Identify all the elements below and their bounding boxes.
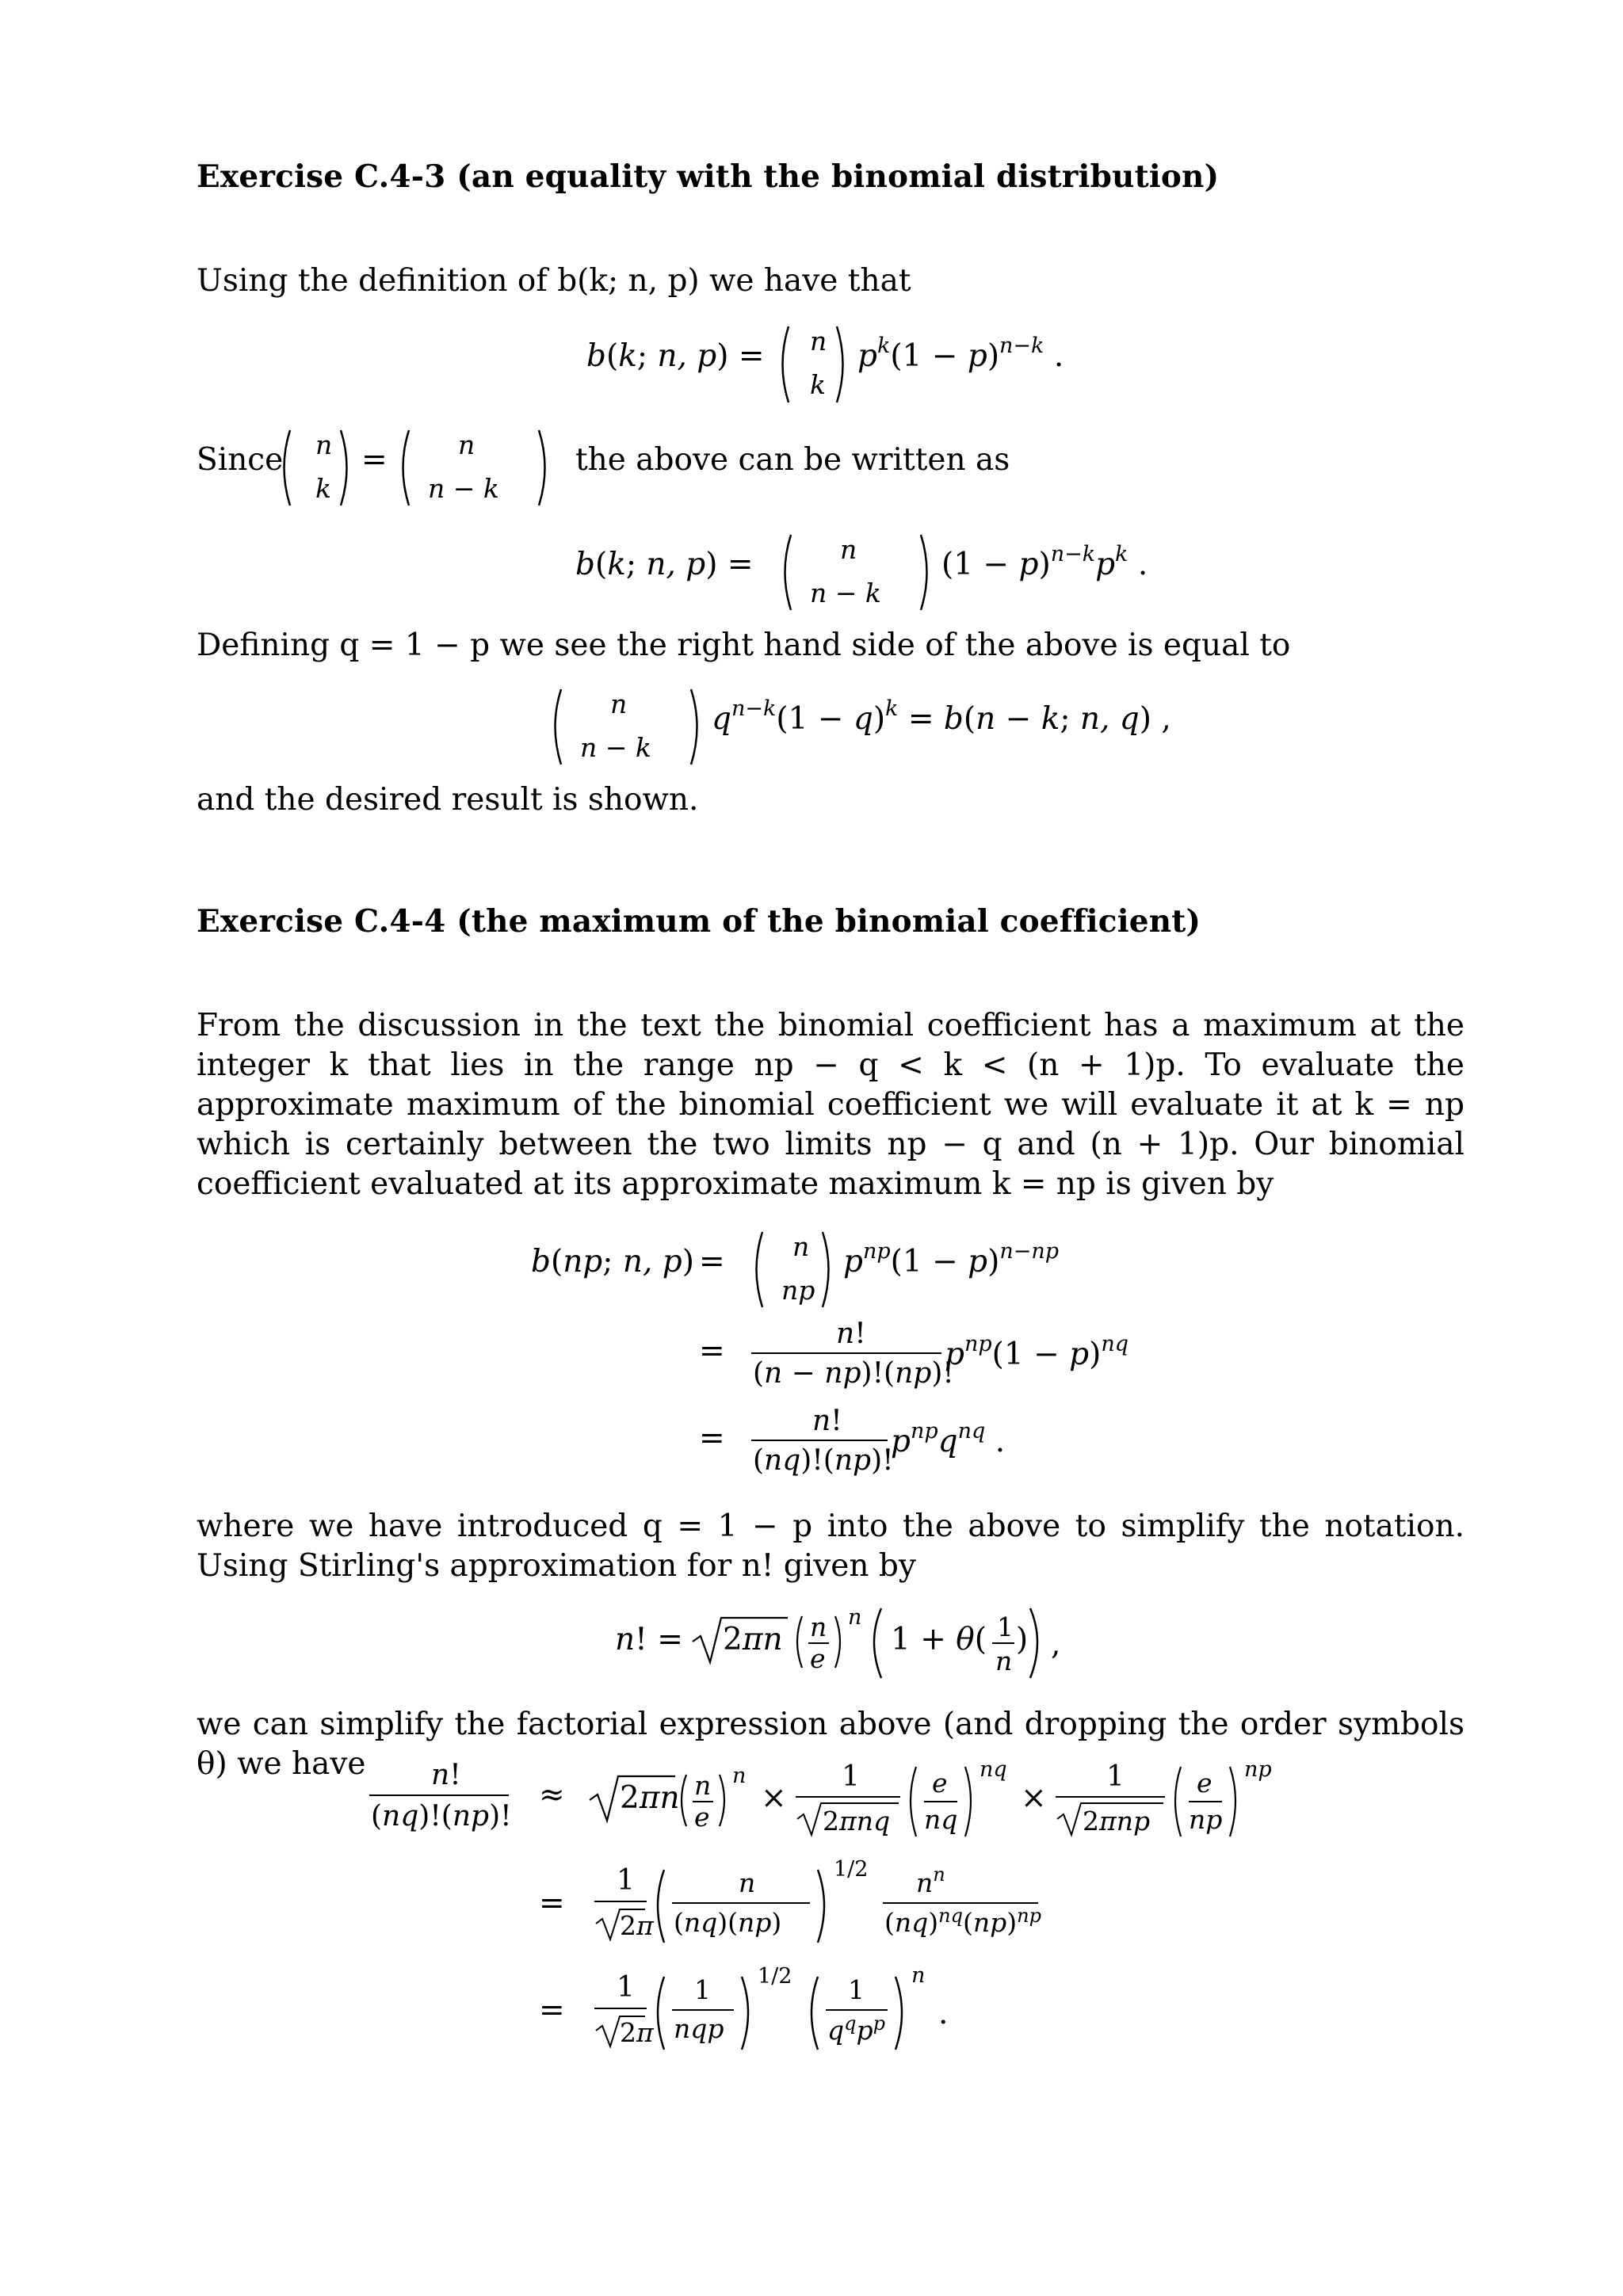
svg-text:np: np <box>1244 1757 1272 1782</box>
conclusion-text: and the desired result is shown. <box>197 782 699 818</box>
equation-rewritten <box>575 523 1146 626</box>
svg-text:.: . <box>938 1996 949 2031</box>
svg-text:pnpqnq .: $p^{np}q^{nq}$ . <box>891 1419 1006 1459</box>
svg-text:1: 1 <box>617 1864 635 1897</box>
svg-text:2πnq: 2πnq <box>823 1806 891 1836</box>
svg-text:,: , <box>1051 1627 1061 1662</box>
svg-text:e: e <box>810 1643 826 1674</box>
svg-text:n! =: n! = <box>615 1622 683 1657</box>
svg-text:pnp(1 − p)n−np: $p^{np}(1 - p)^n-np$ <box>843 1239 1060 1280</box>
section-heading-c43: Exercise C.4-3 (an equality with the binomial distribution) <box>197 158 1220 195</box>
svg-text:b(np; n, p): b(np; n, p) <box>531 1244 694 1280</box>
svg-text:n: n <box>732 1764 747 1788</box>
svg-text:1: 1 <box>842 1760 860 1793</box>
svg-text:n: n <box>610 688 628 719</box>
defining-q-text: Defining q = 1 − p we see the right hand side of the above is equal to <box>197 627 1291 663</box>
since-word: Since <box>197 442 284 478</box>
svg-text:e: e <box>1197 1768 1212 1798</box>
svg-text:b(k; n, p) =: b(k; n, p) = <box>586 338 765 374</box>
svg-text:1: 1 <box>617 1971 635 2004</box>
paragraph-maximum-range: From the discussion in the text the binomial coefficient has a maximum at the integer k that lies in the range np − q < k < (n + 1)p. To evaluate the approximate maximum of the binomial coefficient we will evaluate it at k = np which is certainly between the two limits np − q and (n + 1)p. Our binomial coefficient evaluated at its approximate maximum k = np is given by <box>197 1008 1465 1202</box>
intro-text: Using the definition of b(k; n, p) we have that <box>197 263 911 299</box>
svg-text:pnp(1 − p)nq: $p^{np}(1 - p)^{nq}$ <box>945 1332 1129 1372</box>
since-tail: the above can be written as <box>575 442 1010 478</box>
svg-text:1: 1 <box>848 1974 865 2005</box>
svg-text:n: n <box>848 1605 862 1630</box>
svg-text:2πn: 2πn <box>620 1780 680 1816</box>
svg-text:(n − np)!(np)!: (n − np)!(np)! <box>753 1357 954 1390</box>
svg-text:nq: nq <box>924 1804 958 1835</box>
svg-text:k: k <box>315 473 331 504</box>
equation-result <box>547 677 1171 780</box>
equation-stirling <box>615 1592 1059 1699</box>
svg-text:≈: ≈ <box>539 1777 565 1813</box>
svg-text:1/2: 1/2 <box>834 1857 869 1882</box>
svg-text:=: = <box>699 1421 725 1456</box>
svg-text:nqp: nqp <box>674 2013 724 2044</box>
svg-text:(1 − p)n−kpk .: $(1 - p)^n-kp^k$ . <box>941 542 1148 582</box>
svg-text:n: n <box>458 429 475 460</box>
svg-text:=: = <box>539 1993 565 2028</box>
svg-text:n!: n! <box>431 1759 461 1791</box>
svg-text:n: n <box>911 1963 926 1988</box>
svg-text:n: n <box>694 1770 712 1801</box>
svg-text:×: × <box>1021 1780 1047 1816</box>
svg-text:1/2: 1/2 <box>758 1964 792 1989</box>
svg-text:=: = <box>361 442 388 478</box>
svg-text:n: n <box>792 1231 810 1262</box>
svg-text:np: np <box>781 1275 815 1306</box>
svg-text:pk(1 − p)n−k .: $p^k(1 - p)^n-k$ . <box>857 334 1064 374</box>
svg-text:nn: $n^n$ <box>916 1863 945 1898</box>
svg-text:e: e <box>932 1768 948 1798</box>
equation-stirling-applied <box>369 1751 1304 2092</box>
svg-text:qqpp: $q^qp^p$ <box>827 2012 885 2046</box>
svg-text:nq: nq <box>980 1757 1007 1782</box>
paragraph-simplify: we can simplify the factorial expression above (and dropping the order symbols θ) we have <box>197 1707 1465 1782</box>
svg-text:b(k; n, p) =: b(k; n, p) = <box>575 547 754 582</box>
svg-text:n: n <box>810 1611 827 1642</box>
svg-text:n!: n! <box>812 1405 842 1437</box>
svg-text:e: e <box>694 1802 710 1833</box>
svg-text:n: n <box>315 429 333 460</box>
svg-text:2π: 2π <box>620 2017 654 2048</box>
svg-text:1: 1 <box>997 1611 1014 1642</box>
svg-text:n: n <box>810 326 827 357</box>
svg-text:×: × <box>761 1780 787 1816</box>
svg-text:n − k: n − k <box>810 578 881 608</box>
svg-text:2πn: 2πn <box>723 1622 783 1657</box>
svg-text:(nq)!(np)!: (nq)!(np)! <box>753 1444 894 1477</box>
svg-text:=: = <box>699 1244 725 1280</box>
svg-text:n − k: n − k <box>580 732 651 763</box>
svg-text:1: 1 <box>1106 1760 1125 1793</box>
svg-text:(nq)nq(np)np: (nq)$^{nq}$(np)$^{np}$ <box>884 1905 1041 1938</box>
svg-text:1 + θ(: 1 + θ( <box>891 1622 987 1657</box>
svg-text:1: 1 <box>694 1974 711 2005</box>
svg-text:2πnp: 2πnp <box>1083 1806 1151 1836</box>
svg-text:n − k: n − k <box>428 473 499 504</box>
equation-since-symmetry <box>197 418 1010 521</box>
svg-text:): ) <box>1016 1622 1029 1657</box>
svg-text:2π: 2π <box>620 1910 654 1941</box>
paragraph-stirling: where we have introduced q = 1 − p into the above to simplify the notation. Using Stirling's approximation for n! given by <box>197 1508 1465 1584</box>
svg-text:n!: n! <box>836 1318 866 1350</box>
svg-text:(nq)(np): (nq)(np) <box>674 1907 782 1938</box>
section-heading-c44: Exercise C.4-4 (the maximum of the binomial coefficient) <box>197 903 1201 940</box>
svg-text:k: k <box>810 369 826 400</box>
svg-text:n: n <box>739 1867 756 1898</box>
svg-text:n: n <box>995 1646 1013 1676</box>
svg-text:np: np <box>1189 1804 1223 1835</box>
equation-binomial-at-max <box>531 1220 1133 1489</box>
svg-text:qn−k(1 − q)k = b(n − k; n, q): $q^n-k(1 - q)^k = b(n - k$; n, q) , <box>712 696 1171 737</box>
svg-text:=: = <box>699 1333 725 1369</box>
svg-text:=: = <box>539 1886 565 1921</box>
svg-text:(nq)!(np)!: (nq)!(np)! <box>371 1800 512 1833</box>
equation-binomial-definition <box>586 317 1078 420</box>
svg-text:n: n <box>840 534 857 565</box>
